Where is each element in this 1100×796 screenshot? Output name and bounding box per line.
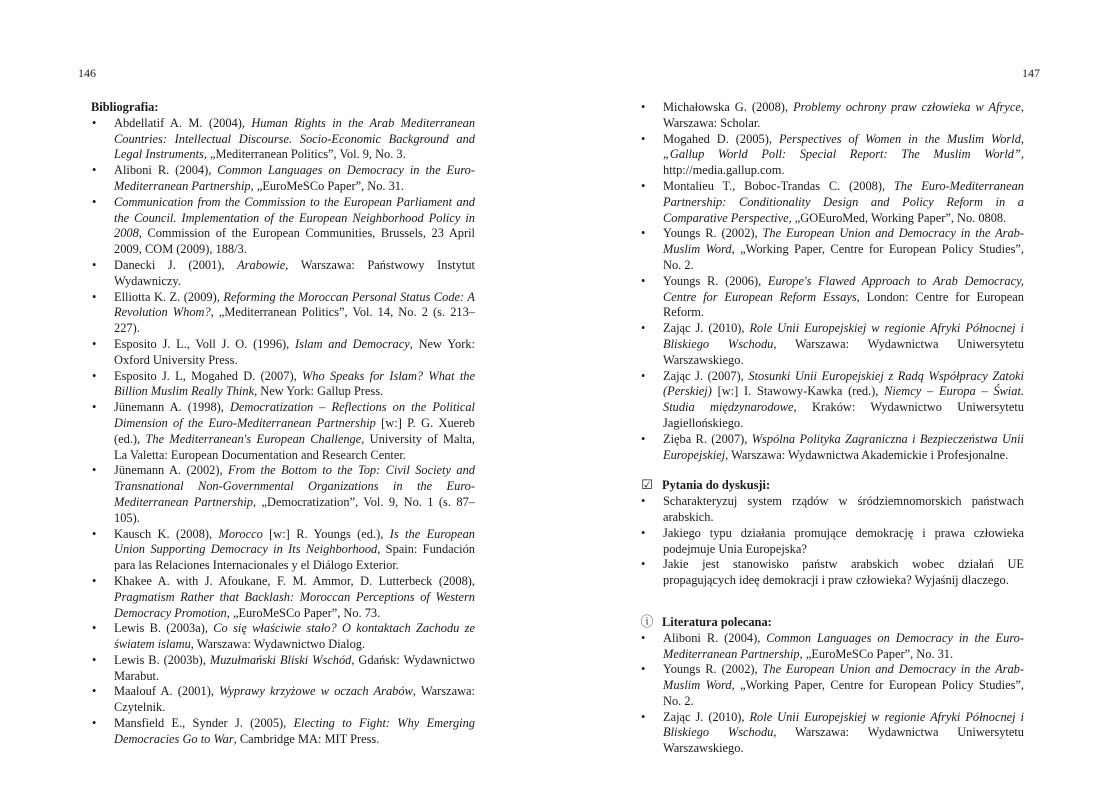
bibliography-entry — [640, 369, 1024, 432]
entry-title: Role Unii Europejskiej w regionie Afryki Północnej i Bliskiego Wschodu — [663, 709, 1024, 740]
entry-text: Khakee A. with J. Afoukane, F. M. Ammor, D. Lutterbeck (2008), — [114, 573, 475, 588]
bibliography-entry — [91, 258, 475, 290]
entry-title: Niemcy – Europa – Świat. Studia międzynarodowe — [663, 384, 1024, 415]
entry-title: Who Speaks for Islam? What the Billion Muslim Really Think — [114, 368, 475, 399]
question-item: • Scharakteryzuj system rządów w śródziemnomorskich państwach arabskich. — [640, 494, 1024, 526]
entry-text: , Warszawa: Państwowy Instytut Wydawniczy. — [114, 257, 475, 288]
entry-text: Esposito J. L., Voll J. O. (1996), — [114, 336, 295, 351]
entry-title: Arabowie — [237, 257, 286, 272]
entry-title: Problemy ochrony praw człowieka w Afryce — [793, 100, 1021, 114]
bibliography-entry — [640, 631, 1024, 663]
bibliography-entry — [640, 274, 1024, 321]
bibliography-entry — [91, 400, 475, 463]
entry-text: , Cambridge MA: MIT Press. — [233, 731, 380, 746]
entry-text: Youngs R. (2002), — [663, 226, 763, 241]
entry-title: From the Bottom to the Top: Civil Society and Transnational Non-Governmental Organizations in the Euro-Mediterranean Partnership — [114, 463, 475, 509]
entry-title: Electing to Fight: Why Emerging Democracies Go to War — [114, 716, 475, 746]
bibliography-entry — [91, 195, 475, 258]
entry-text: [w:] I. Stawowy-Kawka (red.), — [711, 384, 885, 399]
entry-title: Reforming the Moroccan Personal Status Code: A Revolution Whom? — [114, 289, 476, 320]
entry-title: Stosunki Unii Europejskiej z Radą Współpracy Zatoki (Perskiej) — [663, 368, 1024, 399]
bibliography-entry — [640, 226, 1024, 273]
bibliography-entry — [91, 290, 475, 337]
entry-text: [w:] P. G. Xuereb (ed.), — [114, 415, 475, 446]
entry-text: Maalouf A. (2001), — [114, 684, 220, 699]
entry-title: The European Union and Democracy in the Arab-Muslim Word — [663, 226, 1024, 257]
bibliography-entry — [91, 116, 475, 163]
bibliography-entry — [640, 179, 1024, 226]
entry-text: , Warszawa: Wydawnictwo Dialog. — [190, 637, 366, 652]
entry-title: Wspólna Polityka Zagraniczna i Bezpieczeństwa Unii Europejskiej — [663, 431, 1024, 462]
entry-text: Danecki J. (2001), — [114, 257, 238, 272]
entry-title: Wyprawy krzyżowe w oczach Arabów — [219, 684, 413, 699]
entry-text: Zając J. (2010), — [663, 321, 750, 336]
entry-text: , Warszawa: Czytelnik. — [114, 684, 475, 715]
entry-text: , London: Centre for European Reform. — [663, 289, 1024, 320]
entry-text: Lewis B. (2003b), — [114, 652, 210, 667]
entry-title: The Euro-Mediterranean Partnership: Conditionality Design and Policy Reform in a Comparative Perspective — [663, 178, 1024, 225]
entry-text: , Commission of the European Communities, Brussels, 23 April 2009, COM (2009), 188/3. — [114, 226, 475, 257]
right-page — [550, 0, 1100, 796]
bibliography-list-continued — [640, 100, 1024, 463]
reading-heading-text: Literatura polecana: — [662, 614, 772, 629]
entry-text: , Warszawa: Wydawnictwa Akademickie i Profesjonalne. — [725, 447, 1009, 462]
entry-text: , Gdańsk: Wydawnictwo Marabut. — [114, 652, 475, 683]
bibliography-entry — [91, 527, 475, 574]
bibliography-entry — [640, 662, 1024, 709]
reading-list — [640, 631, 1024, 757]
entry-text: , „Democratization”, Vol. 9, No. 1 (s. 87–105). — [114, 494, 476, 525]
entry-title: Common Languages on Democracy in the Euro-Mediterranean Partnership — [114, 163, 476, 193]
bibliography-entry — [91, 163, 475, 195]
entry-text: [w:] R. Youngs (ed.), — [262, 526, 390, 541]
entry-text: , Warszawa: Scholar. — [663, 100, 1024, 130]
entry-title: Role Unii Europejskiej w regionie Afryki Północnej i Bliskiego Wschodu — [663, 321, 1024, 351]
bibliography-entry — [91, 716, 475, 748]
entry-title: Human Rights in the Arab Mediterranean Countries: Intellectual Discourse. Socio-Economic Background and Legal Instruments — [114, 115, 476, 162]
entry-title: Common Languages on Democracy in the Euro-Mediterranean Partnership — [663, 630, 1025, 661]
bibliography-entry — [640, 710, 1024, 757]
entry-text: Youngs R. (2002), — [663, 662, 763, 677]
entry-text: Mansfield E., Synder J. (2005), — [114, 716, 294, 731]
bibliography-entry — [91, 369, 475, 401]
entry-text: Aliboni R. (2004), — [114, 163, 218, 178]
entry-title: The Mediterranean's European Challenge — [145, 431, 362, 446]
bibliography-entry — [640, 321, 1024, 368]
entry-text: , University of Malta, La Valetta: European Documentation and Research Center. — [114, 431, 475, 462]
entry-text: , „Mediterranean Politics”, Vol. 14, No. 2 (s. 213–227). — [114, 305, 475, 336]
bibliography-entry — [91, 463, 475, 526]
bibliography-entry — [640, 132, 1024, 179]
page-number: 146 — [78, 66, 96, 80]
bibliography-heading: Bibliografia: — [91, 100, 159, 114]
bibliography-entry — [91, 337, 475, 369]
entry-text: , Warszawa: Wydawnictwa Uniwersytetu Warszawskiego. — [663, 336, 1024, 367]
entry-text: , New York: Gallup Press. — [254, 384, 384, 399]
entry-text: Zając J. (2007), — [663, 368, 749, 383]
entry-title: Is the European Union Supporting Democracy in Its Neighborhood — [114, 526, 475, 557]
entry-text: Elliotta K. Z. (2009), — [114, 289, 224, 304]
entry-text: , http://media.gallup.com. — [663, 147, 1024, 178]
circled-info-icon: ⓘ — [640, 614, 654, 630]
entry-text: , „EuroMeSCo Paper”, No. 31. — [250, 178, 405, 193]
entry-title: Pragmatism Rather that Backlash: Moroccan Perceptions of Western Democracy Promotion — [114, 589, 475, 620]
entry-text: Esposito J. L, Mogahed D. (2007), — [114, 368, 302, 383]
entry-text: Abdellatif A. M. (2004), — [114, 115, 252, 130]
entry-title: Democratization – Reflections on the Political Dimension of the Euro-Mediterranean Partnership — [114, 400, 475, 430]
entry-title: Islam and Democracy — [295, 336, 410, 351]
entry-title: Muzułmański Bliski Wschód — [209, 652, 352, 667]
entry-text: Mogahed D. (2005), — [663, 131, 779, 146]
questions-heading — [640, 478, 1024, 494]
entry-text: , Spain: Fundación para las Relaciones Internacionales y el Diálogo Exterior. — [114, 542, 475, 573]
bibliography-column — [91, 100, 475, 748]
bibliography-entry — [91, 653, 475, 685]
bibliography-entry — [91, 574, 475, 621]
entry-text: , „Working Paper, Centre for European Policy Studies”, No. 2. — [663, 242, 1024, 272]
entry-text: Kausch K. (2008), — [114, 526, 219, 541]
question-item: • Jakiego typu działania promujące demokrację i prawa człowieka podejmuje Unia Europejska? — [640, 526, 1024, 558]
entry-text: Michałowska G. (2008), — [663, 100, 794, 114]
bibliography-entry — [640, 100, 1024, 132]
entry-text: Jünemann A. (2002), — [114, 463, 229, 478]
entry-text: Zięba R. (2007), — [663, 431, 752, 446]
entry-text: , „EuroMeSCo Paper”, No. 73. — [226, 605, 381, 620]
entry-title: Communication from the Commission to the European Parliament and the Council. Implementation of the European Neighborhood Policy in 2008 — [114, 194, 475, 241]
entry-text: , Warszawa: Wydawnictwa Uniwersytetu Warszawskiego. — [663, 725, 1024, 756]
bibliography-entry — [91, 684, 475, 716]
entry-text: Jünemann A. (1998), — [114, 400, 230, 415]
entry-text: Lewis B. (2003a), — [114, 621, 214, 636]
entry-text: Zając J. (2010), — [663, 709, 750, 724]
questions-heading-text: Pytania do dyskusji: — [662, 478, 771, 493]
entry-text: , „Mediterranean Politics”, Vol. 9, No. 3. — [203, 147, 406, 162]
entry-text: Aliboni R. (2004), — [663, 630, 767, 645]
questions-list — [640, 494, 1024, 589]
entry-text: Youngs R. (2006), — [663, 273, 768, 288]
question-item: • Jakie jest stanowisko państw arabskich wobec działań UE propagujących ideę demokracji i praw człowieka? Wyjaśnij dlaczego. — [640, 557, 1024, 589]
page-number: 147 — [1022, 66, 1040, 80]
entry-text: , New York: Oxford University Press. — [114, 336, 475, 367]
bibliography-entry — [91, 621, 475, 653]
entry-title: Co się właściwie stało? O kontaktach Zachodu ze światem islamu — [114, 621, 475, 652]
reading-heading — [640, 615, 1024, 631]
bibliography-entry — [640, 432, 1024, 464]
checkbox-checked-icon: ☑ — [641, 478, 653, 494]
entry-title: Perspectives of Women in the Muslim World, „Gallup World Poll: Special Report: The Muslim World” — [663, 131, 1024, 162]
entry-text: , „EuroMeSCo Paper”, No. 31. — [799, 646, 954, 661]
entry-text: , Kraków: Wydawnictwo Uniwersytetu Jagiellońskiego. — [663, 400, 1024, 430]
entry-text: , „Working Paper, Centre for European Policy Studies”, No. 2. — [663, 678, 1024, 708]
right-column — [640, 100, 1024, 757]
entry-text: , „GOEuroMed, Working Paper”, No. 0808. — [788, 210, 1007, 225]
entry-text: Montalieu T., Boboc-Trandas C. (2008), — [663, 178, 894, 193]
bibliography-list — [91, 116, 475, 748]
entry-title: Morocco — [218, 526, 263, 541]
entry-title: The European Union and Democracy in the Arab-Muslim Word — [663, 662, 1024, 693]
entry-title: Europe's Flawed Approach to Arab Democracy, Centre for European Reform Essays — [663, 273, 1024, 304]
